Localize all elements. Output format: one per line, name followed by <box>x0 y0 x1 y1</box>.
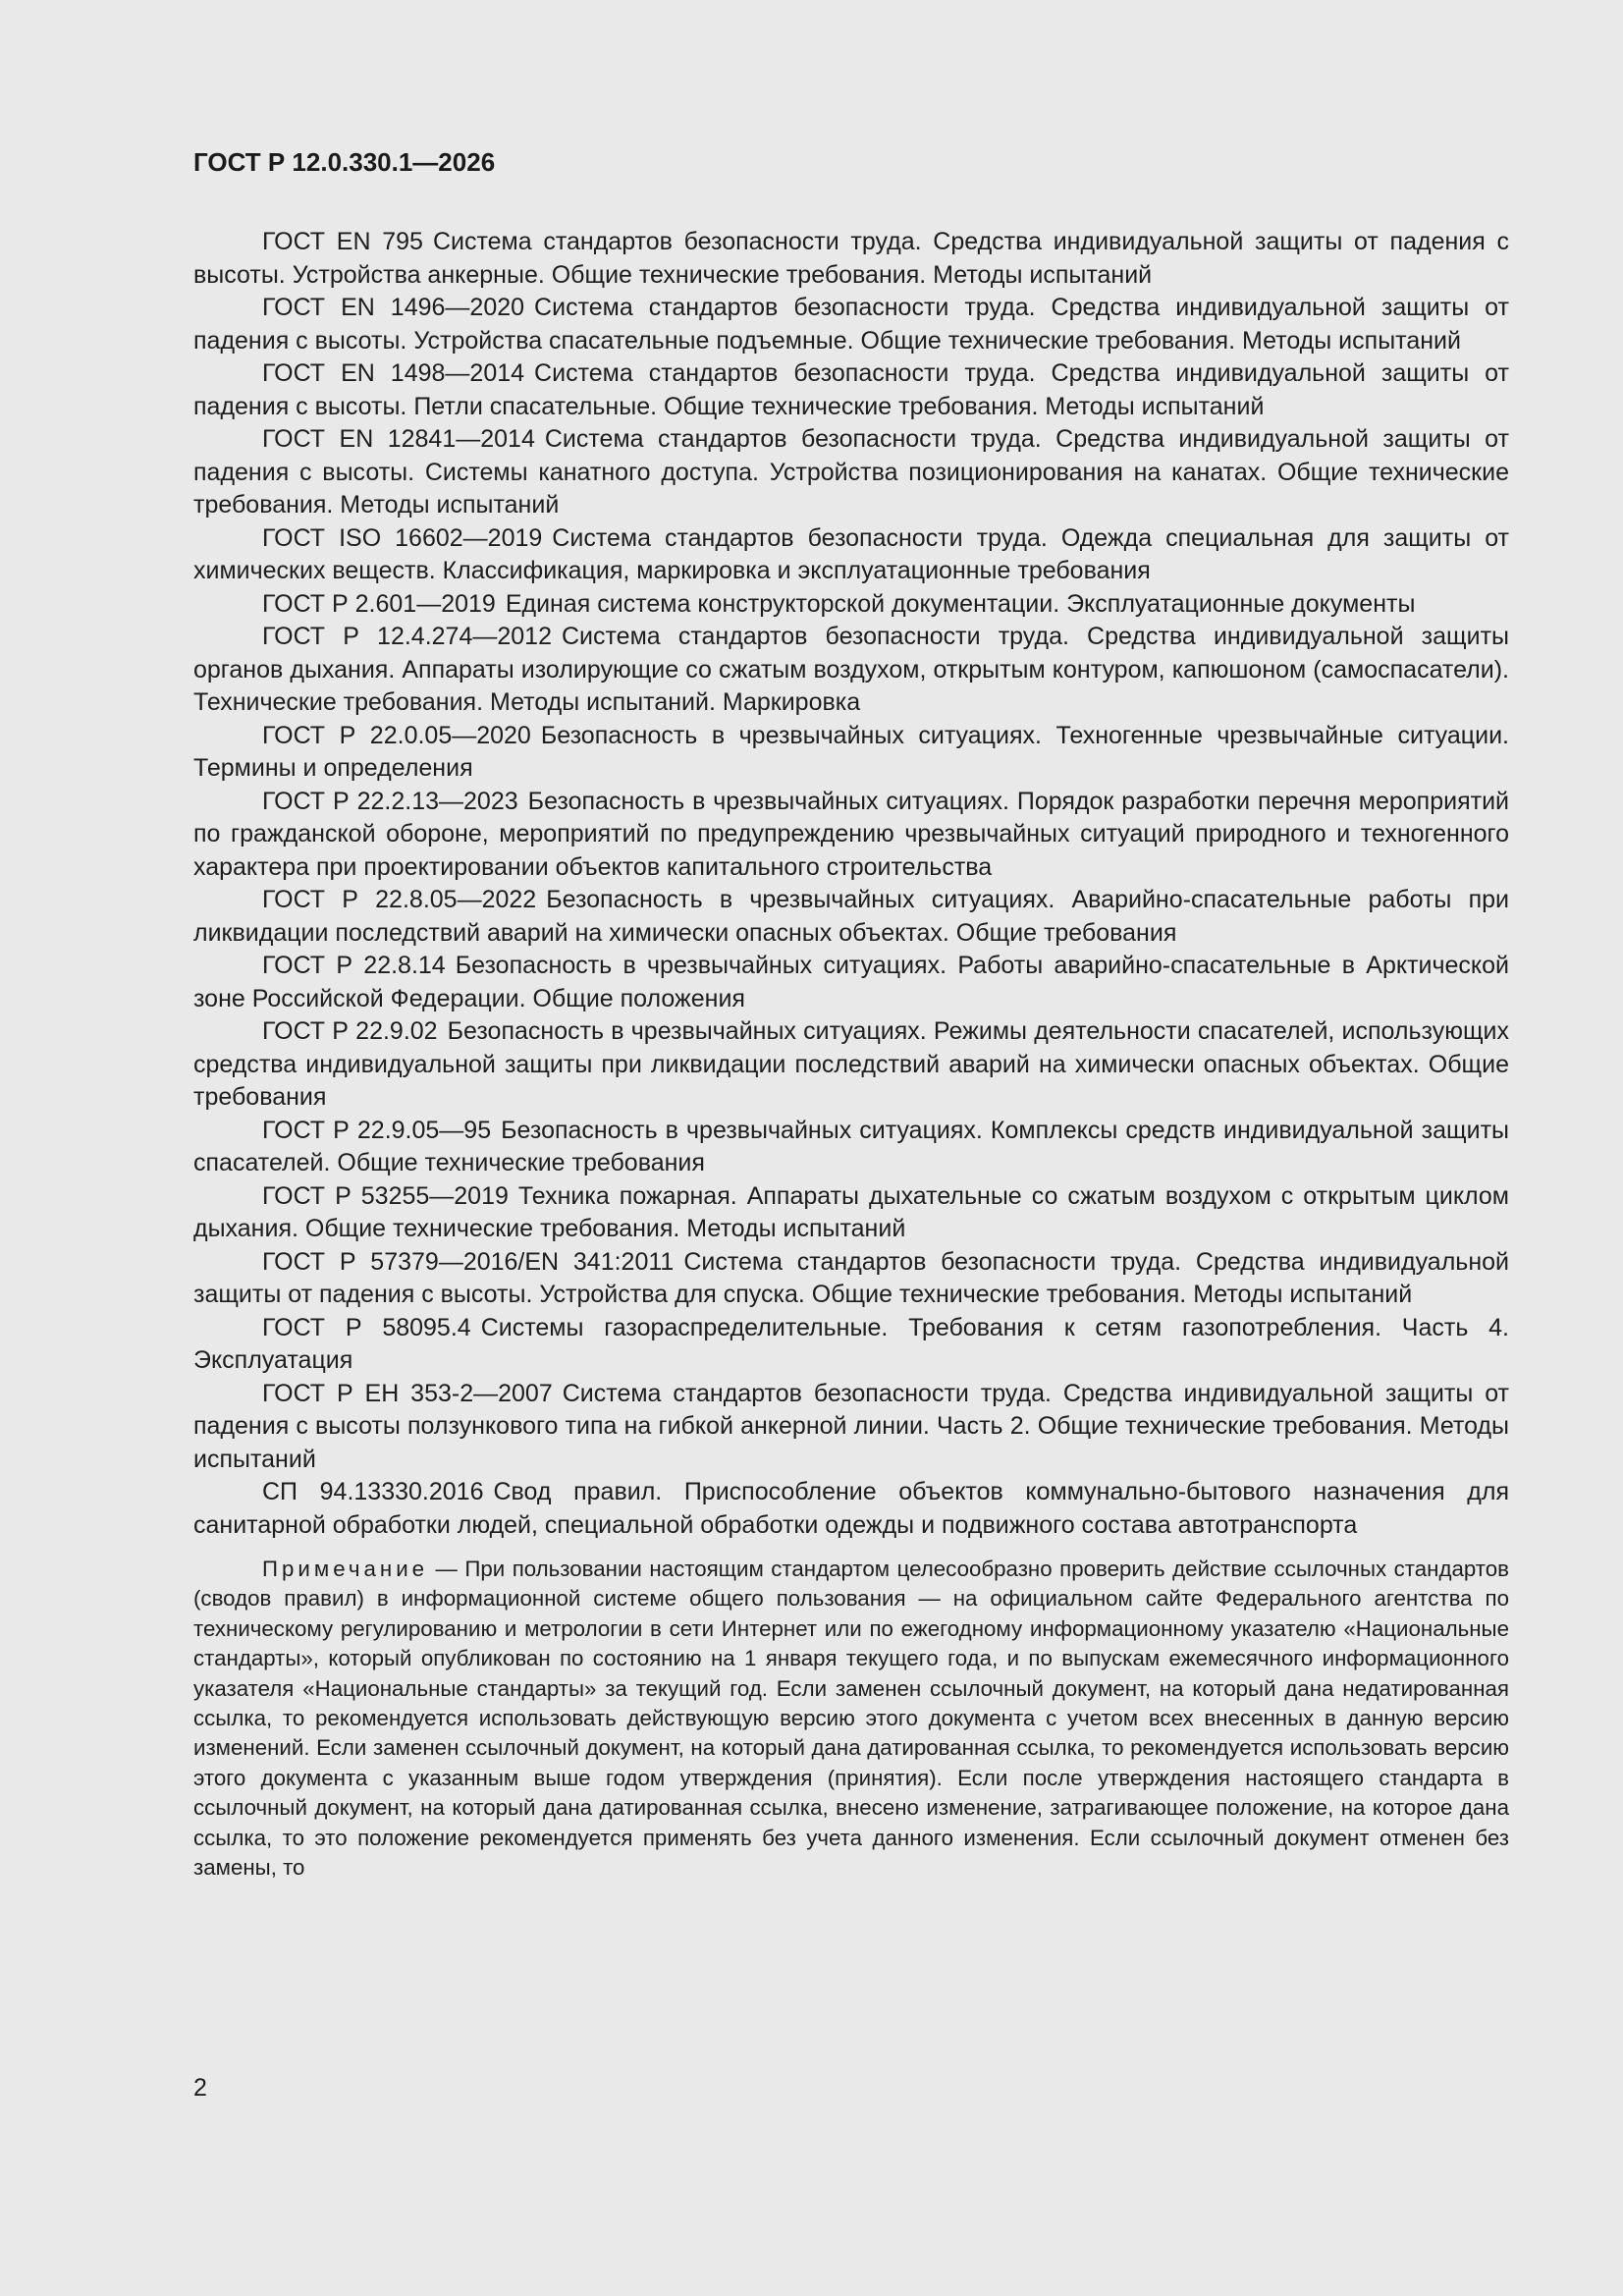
reference-item <box>193 786 1509 885</box>
reference-item <box>193 1180 1509 1246</box>
reference-code: ГОСТ Р 22.9.05—95 <box>262 1116 492 1144</box>
reference-code: ГОСТ ISO 16602—2019 <box>262 523 543 552</box>
reference-title: Система стандартов безопасности труда. Средства индивидуальной защиты органов дыхания. Аппараты изолирующие со сжатым воздухом, открытым контуром, капюшоном (самоспасатели). Технические требования. Методы испытаний. Маркировка <box>193 623 1509 716</box>
reference-title: Системы газораспределительные. Требования к сетям газопотребления. Часть 4. Эксплуатация <box>193 1313 1509 1374</box>
reference-code: ГОСТ Р 58095.4 <box>262 1313 471 1341</box>
reference-code: ГОСТ EN 795 <box>262 228 423 255</box>
reference-item <box>193 1246 1509 1312</box>
reference-title: Безопасность в чрезвычайных ситуациях. Работы аварийно-спасательные в Арктической зоне Российской Федерации. Общие положения <box>193 952 1509 1012</box>
reference-code: ГОСТ Р ЕН 353-2—2007 <box>262 1379 553 1407</box>
reference-code: СП 94.13330.2016 <box>262 1478 484 1505</box>
reference-code: ГОСТ EN 12841—2014 <box>262 425 535 453</box>
reference-item <box>193 1115 1509 1180</box>
reference-title: Система стандартов безопасности труда. Средства индивидуальной защиты от падения с высоты ползункового типа на гибкой анкерной линии. Часть 2. Общие технические требования. Методы испытаний <box>193 1379 1509 1473</box>
reference-item <box>193 423 1509 522</box>
note-label: Примечание <box>262 1557 429 1581</box>
reference-item <box>193 1015 1509 1115</box>
reference-item <box>193 950 1509 1015</box>
reference-code: ГОСТ Р 12.4.274—2012 <box>262 623 552 650</box>
reference-code: ГОСТ Р 22.9.02 <box>262 1017 438 1045</box>
reference-code: ГОСТ Р 57379—2016/EN 341:2011 <box>262 1247 675 1276</box>
reference-title: Система стандартов безопасности труда. Одежда специальная для защиты от химических веществ. Классификация, маркировка и эксплуатационные требования <box>193 523 1509 584</box>
reference-title: Система стандартов безопасности труда. Средства индивидуальной защиты от падения с высоты. Петли спасательные. Общие технические требования. Методы испытаний <box>193 359 1509 420</box>
reference-title: Свод правил. Приспособление объектов коммунально-бытового назначения для санитарной обработки людей, специальной обработки одежды и подвижного состава автотранспорта <box>193 1478 1509 1539</box>
reference-item <box>193 292 1509 357</box>
reference-item <box>193 884 1509 950</box>
reference-title: Техника пожарная. Аппараты дыхательные со сжатым воздухом с открытым циклом дыхания. Общие технические требования. Методы испытаний <box>193 1181 1509 1242</box>
reference-title: Безопасность в чрезвычайных ситуациях. Комплексы средств индивидуальной защиты спасателей. Общие технические требования <box>193 1116 1509 1176</box>
reference-title: Безопасность в чрезвычайных ситуациях. Порядок разработки перечня мероприятий по гражданской обороне, мероприятий по предупреждению чрезвычайных ситуаций природного и техногенного характера при проектировании объектов капитального строительства <box>193 787 1510 881</box>
reference-item <box>193 1476 1509 1542</box>
reference-title: Система стандартов безопасности труда. Средства индивидуальной защиты от падения с высоты. Устройства для спуска. Общие технические требования. Методы испытаний <box>193 1247 1509 1308</box>
reference-item <box>193 588 1509 622</box>
reference-title: Система стандартов безопасности труда. Средства индивидуальной защиты от падения с высоты. Системы канатного доступа. Устройства позиционирования на канатах. Общие технические требования. Методы испытаний <box>193 425 1509 519</box>
reference-title: Единая система конструкторской документации. Эксплуатационные документы <box>505 589 1416 618</box>
reference-item <box>193 1378 1509 1477</box>
note-paragraph <box>193 1555 1509 1883</box>
reference-title: Безопасность в чрезвычайных ситуациях. Аварийно-спасательные работы при ликвидации последствий аварий на химически опасных объектах. Общие требования <box>193 886 1509 947</box>
reference-item <box>193 522 1509 588</box>
reference-item <box>193 621 1509 720</box>
document-header: ГОСТ Р 12.0.330.1—2026 <box>193 147 496 177</box>
reference-code: ГОСТ Р 53255—2019 <box>262 1181 509 1210</box>
reference-item <box>193 1312 1509 1378</box>
reference-title: Система стандартов безопасности труда. Средства индивидуальной защиты от падения с высоты. Устройства анкерные. Общие технические требования. Методы испытаний <box>193 228 1509 289</box>
reference-code: ГОСТ Р 22.0.05—2020 <box>262 721 531 749</box>
reference-item <box>193 720 1509 786</box>
reference-code: ГОСТ EN 1496—2020 <box>262 294 525 321</box>
reference-item <box>193 357 1509 423</box>
reference-code: ГОСТ Р 22.8.05—2022 <box>262 886 537 913</box>
reference-title: Система стандартов безопасности труда. Средства индивидуальной защиты от падения с высоты. Устройства спасательные подъемные. Общие технические требования. Методы испытаний <box>193 294 1509 355</box>
reference-title: Безопасность в чрезвычайных ситуациях. Техногенные чрезвычайные ситуации. Термины и определения <box>193 721 1509 782</box>
reference-code: ГОСТ Р 2.601—2019 <box>262 589 496 618</box>
reference-code: ГОСТ Р 22.2.13—2023 <box>262 787 518 815</box>
reference-item <box>193 226 1509 292</box>
note-text: При пользовании настоящим стандартом целесообразно проверить действие ссылочных стандартов (сводов правил) в информационной системе общего пользования — на официальном сайте Федерального агентства по техническому регулированию и метрологии в сети Интернет или по ежегодному информационному указателю «Национальные стандарты», который опубликован по состоянию на 1 января текущего года, и по выпускам ежемесячного информационного указателя «Национальные стандарты» за текущий год. Если заменен ссылочный документ, на который дана недатированная ссылка, то рекомендуется использовать действующую версию этого документа с учетом всех внесенных в данную версию изменений. Если заменен ссылочный документ, на который дана датированная ссылка, то рекомендуется использовать версию этого документа с указанным выше годом утверждения (принятия). Если после утверждения настоящего стандарта в ссылочный документ, на который дана датированная ссылка, внесено изменение, затрагивающее положение, на которое дана ссылка, то это положение рекомендуется применять без учета данного изменения. Если ссылочный документ отменен без замены, то <box>193 1557 1509 1881</box>
references-list <box>193 226 1509 1883</box>
reference-code: ГОСТ EN 1498—2014 <box>262 359 525 387</box>
note-dash: — <box>435 1557 458 1581</box>
page-number: 2 <box>193 2074 207 2102</box>
reference-code: ГОСТ Р 22.8.14 <box>262 952 446 979</box>
reference-title: Безопасность в чрезвычайных ситуациях. Режимы деятельности спасателей, использующих средства индивидуальной защиты при ликвидации последствий аварий на химически опасных объектах. Общие требования <box>193 1017 1509 1111</box>
